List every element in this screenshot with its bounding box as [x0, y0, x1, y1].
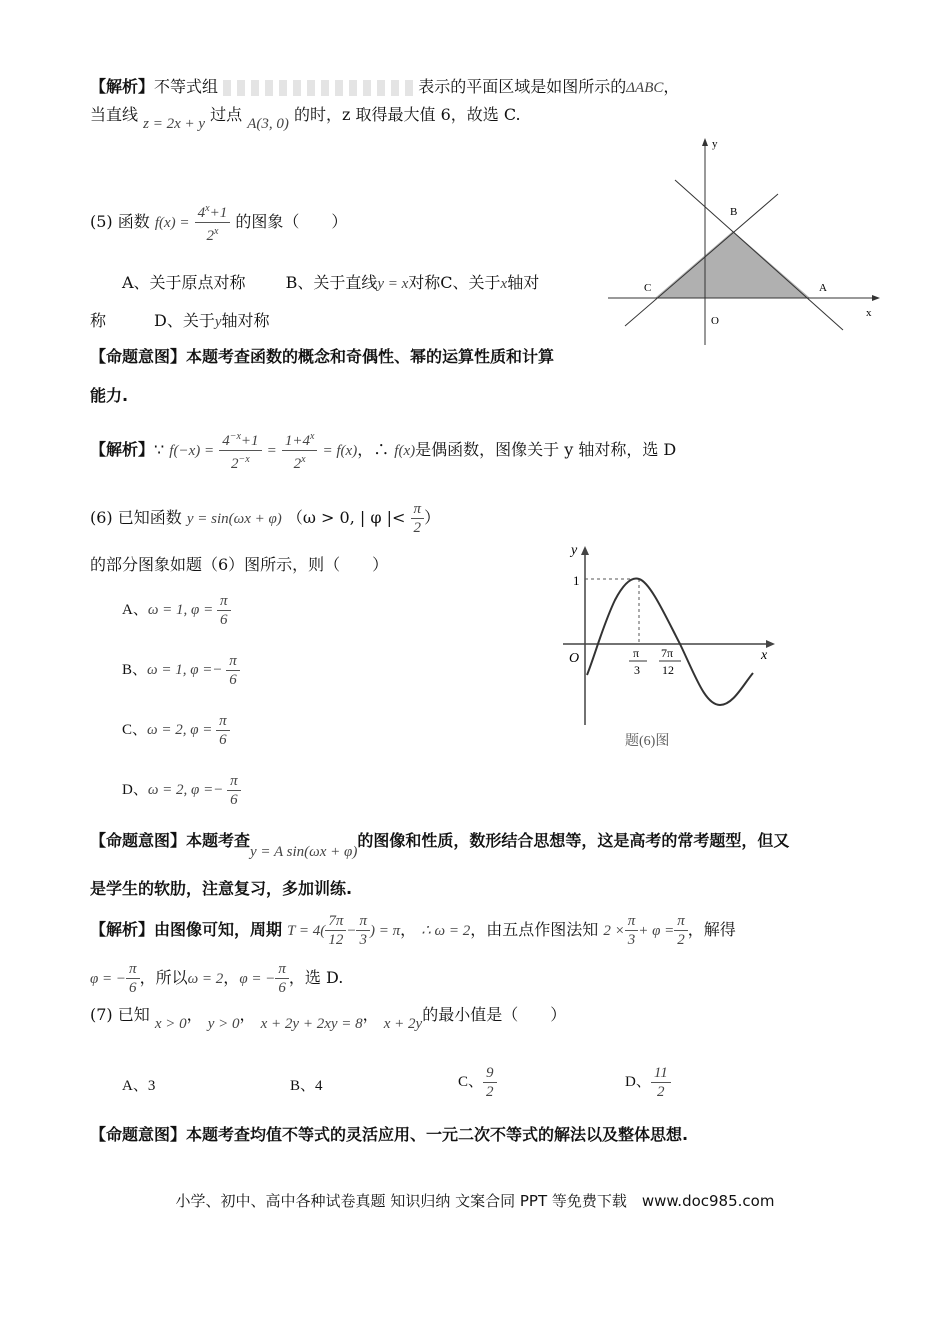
q5-solution: 【解析】∵ f(−x) = $\frac{4^{-x}+1}{2^{-x}}$ = $\frac{1+4^x}{2^x}$ = f(x)，∴ f(x)是偶函数，图像关于 y 轴对称，选 D	[90, 428, 676, 473]
fig2-tick-one: 1	[573, 573, 580, 588]
feasible-region-figure	[600, 130, 890, 360]
q7-option-a[interactable]: A、3	[122, 1078, 156, 1094]
q7-option-c[interactable]: C、 $\frac{9}{2}$	[458, 1064, 497, 1101]
fig2-tick1-num: π	[633, 646, 640, 660]
blurred-inequality-system	[223, 80, 413, 96]
q5-options-line-2: 称 D、关于y轴对称	[90, 311, 270, 330]
q6-option-a[interactable]: A、ω = 1, φ = $\frac{\pi}{6}$	[122, 592, 231, 629]
q5-intent-line-2: 能力.	[90, 386, 129, 405]
q6-solution-line-1: 【解析】由图像可知，周期 T = 4( $\frac{7\pi}{12}$ − $\frac{\pi}{3}$ ) = π， ∴ ω = 2，由五点作图法知 2 × $\frac{\pi}{3}$ + φ = $\frac{\pi}{2}$ ，解得	[90, 913, 736, 948]
fig1-point-c: C	[644, 282, 652, 294]
sine-curve	[587, 579, 753, 705]
fig2-x-label: x	[761, 648, 768, 663]
fig2-tick2-den: 12	[662, 663, 674, 677]
fig1-x-label: x	[866, 307, 872, 319]
q6-stem-line-2: 的部分图象如题（6）图所示，则（ ）	[90, 555, 389, 574]
fig1-origin: O	[711, 315, 719, 327]
fig2-origin: O	[569, 651, 580, 666]
sine-graph-figure	[555, 535, 785, 760]
q5-stem: (5) 函数 f(x) = $\frac{4^x+1}{2^x}$ 的图象（ ）	[90, 200, 347, 245]
fig1-y-label: y	[712, 138, 718, 150]
fig2-tick1-den: 3	[634, 663, 640, 677]
q7-intent: 【命题意图】本题考查均值不等式的灵活应用、一元二次不等式的解法以及整体思想.	[90, 1125, 689, 1144]
q6-solution-line-2: φ = − $\frac{\pi}{6}$ ，所以ω = 2，φ = − $\frac{\pi}{6}$ ，选 D.	[90, 961, 344, 996]
q6-stem: (6) 已知函数 y = sin(ωx + φ) （ω > 0, | φ |< $\frac{\pi}{2}$ ）	[90, 501, 441, 536]
q6-option-d[interactable]: D、ω = 2, φ =− $\frac{\pi}{6}$	[122, 772, 241, 809]
line-ab	[675, 180, 843, 330]
q7-option-b[interactable]: B、4	[290, 1078, 323, 1094]
q6-option-c[interactable]: C、ω = 2, φ = $\frac{\pi}{6}$	[122, 712, 230, 749]
q6-option-b[interactable]: B、ω = 1, φ =− $\frac{\pi}{6}$	[122, 652, 240, 689]
q7-stem: (7) 已知 x > 0， y > 0， x + 2y + 2xy = 8， x + 2y的最小值是（ ）	[90, 1005, 567, 1032]
q7-option-d[interactable]: D、 $\frac{11}{2}$	[625, 1064, 671, 1101]
solution-line-2: 当直线 z = 2x + y 过点 A(3, 0) 的时，z 取得最大值 6，故选 C.	[90, 105, 521, 132]
fig1-point-a: A	[819, 282, 827, 294]
page-footer: 小学、初中、高中各种试卷真题 知识归纳 文案合同 PPT 等免费下载 www.doc985.com	[175, 1192, 775, 1210]
fig2-y-label: y	[571, 543, 578, 558]
fig1-point-b: B	[730, 206, 738, 218]
q5-fraction: $\frac{4^x+1}{2^x}$	[195, 200, 231, 245]
q6-intent-line-1: 【命题意图】本题考查y = A sin(ωx + φ)的图像和性质，数形结合思想等，这是高考的常考题型，但又	[90, 831, 790, 860]
shaded-triangle-abc	[655, 231, 810, 298]
q5-options-line-1: A、关于原点对称 B、关于直线y = x对称C、关于x轴对	[122, 273, 540, 292]
fig2-tick2-num: 7π	[661, 646, 674, 660]
solution-line-1: 【解析】不等式组 表示的平面区域是如图所示的ΔABC，	[90, 77, 680, 96]
q5-intent-line-1: 【命题意图】本题考查函数的概念和奇偶性、幂的运算性质和计算	[90, 347, 555, 366]
q6-intent-line-2: 是学生的软肋，注意复习，多加训练.	[90, 879, 353, 898]
solution-tag: 【解析】	[90, 77, 155, 96]
fig2-caption: 题(6)图	[625, 734, 670, 749]
